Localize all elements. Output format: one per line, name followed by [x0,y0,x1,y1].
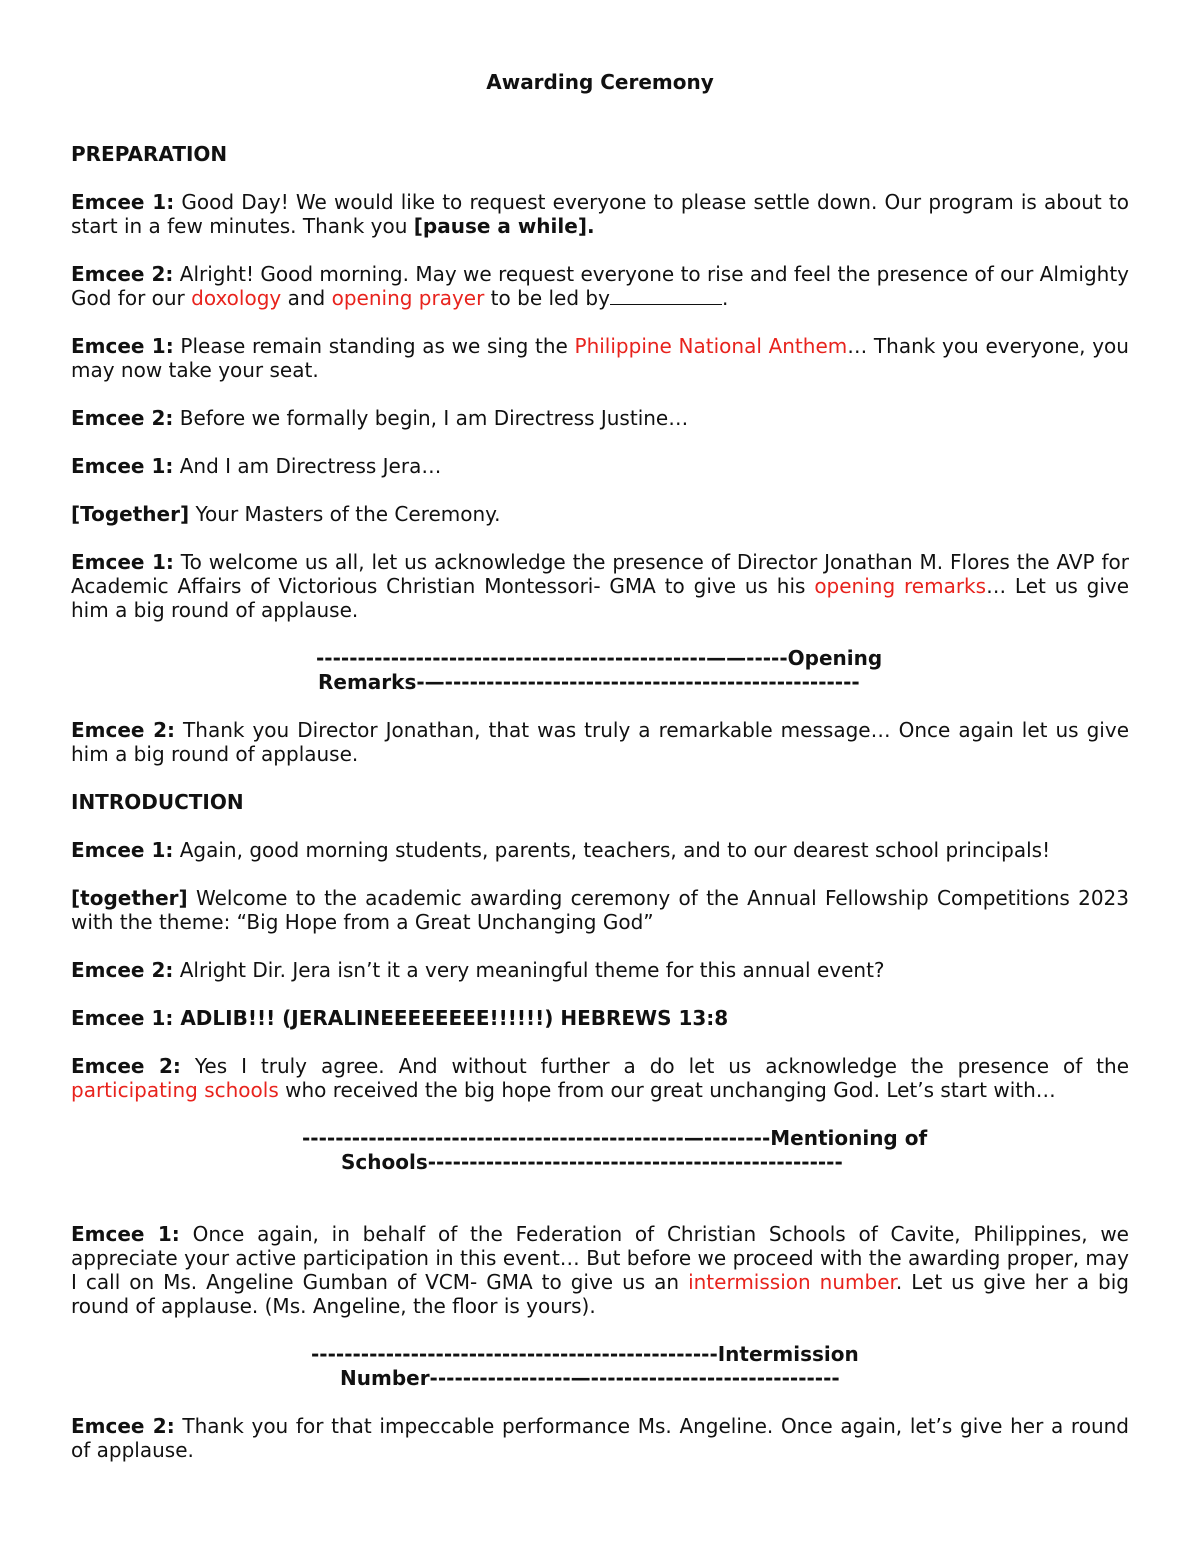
paragraph-text: Welcome to the academic awarding ceremony of the Annual Fellowship Competitions 2023 with the theme: “Big Hope from a Great Unchanging God” [71,886,1129,934]
divider-line: ----------------------------------------------—--------Mentioning of [302,1126,928,1150]
highlight-opening-prayer: opening prayer [331,286,485,310]
paragraph-text: And I am Directress Jera… [173,454,442,478]
paragraph-emcee2-doxology [71,262,1129,310]
divider-mentioning-of-schools [71,1126,1129,1174]
paragraph-emcee1-goodmorning [71,838,1129,862]
paragraph-text: Your Masters of the Ceremony. [189,502,501,526]
paragraph-emcee2-thanks [71,718,1129,766]
paragraph-text: Again, good morning students, parents, teachers, and to our dearest school principals! [173,838,1051,862]
speaker-label: Emcee 1: [71,550,174,574]
document-title: Awarding Ceremony [486,70,714,94]
paragraph-text: Before we formally begin, I am Directress Justine… [173,406,689,430]
paragraph-text: Alright! Good morning. May we request everyone to rise and feel the presence of our Almighty God for our [71,262,1129,310]
divider-line: -----------------------------------------------——-----Opening [316,646,883,670]
section-heading-introduction: INTRODUCTION [71,790,244,814]
speaker-label: Emcee 1: [71,838,174,862]
paragraph-emcee1-intro [71,454,1129,478]
speaker-label: Emcee 1: [71,1222,180,1246]
paragraph-text: … Thank you everyone, you may now take your seat. [71,334,1129,382]
paragraph-emcee1-greeting [71,190,1129,238]
speaker-label: Emcee 2: [71,262,174,286]
paragraph-text: Thank you Director Jonathan, that was truly a remarkable message… Once again let us give him a big round of applause. [71,718,1129,766]
paragraph-emcee1-adlib: Emcee 1: ADLIB!!! (JERALINEEEEEEEE!!!!!!) HEBREWS 13:8 [71,1006,729,1030]
highlight-intermission-number: intermission number [688,1270,896,1294]
fill-in-blank [610,286,722,305]
paragraph-emcee2-theme [71,958,1129,982]
divider-line: -------------------------------------------------Intermission [311,1342,859,1366]
paragraph-text: to be led by [484,286,610,310]
paragraph-emcee2-applause [71,1414,1129,1462]
paragraph-text: … Let us give him a big round of applause. [71,574,1130,622]
paragraph-emcee1-anthem [71,334,1129,382]
speaker-label: Emcee 2: [71,1054,181,1078]
speaker-label: Emcee 2: [71,406,174,430]
stage-direction: [pause a while]. [413,214,595,238]
speaker-label: Emcee 1: [71,454,174,478]
paragraph-text: . Let us give her a big round of applause. (Ms. Angeline, the floor is yours). [71,1270,1129,1318]
paragraph-text: Please remain standing as we sing the [173,334,575,358]
paragraph-emcee1-welcome [71,550,1129,622]
paragraph-text: Yes I truly agree. And without further a do let us acknowledge the presence of the [180,1054,1129,1078]
divider-line: Schools-------------------------------------------------- [341,1150,843,1174]
paragraph-text: Thank you for that impeccable performance Ms. Angeline. Once again, let’s give her a round of applause. [71,1414,1129,1462]
highlight-opening-remarks: opening remarks [814,574,987,598]
paragraph-text: . [721,286,729,310]
divider-intermission-number [71,1342,1129,1390]
paragraph-text: and [281,286,332,310]
divider-opening-remarks [71,646,1129,694]
speaker-label: Emcee 1: [71,334,174,358]
section-heading-preparation: PREPARATION [71,142,228,166]
speaker-label: [together] [71,886,188,910]
paragraph-emcee1-intermission [71,1222,1129,1318]
paragraph-emcee2-intro [71,406,1129,430]
paragraph-emcee2-schools [71,1054,1129,1102]
highlight-national-anthem: Philippine National Anthem [574,334,848,358]
speaker-label: Emcee 2: [71,718,176,742]
paragraph-text: Once again, in behalf of the Federation of Christian Schools of Cavite, Philippines, we appreciate your active participation in this event… But before we proceed with the awarding proper, may I call on Ms. Angeline Gumban of VCM- GMA to give us an [71,1222,1129,1294]
divider-line: Number-----------------—------------------------------ [340,1366,840,1390]
speaker-label: Emcee 2: [71,958,174,982]
paragraph-text: To welcome us all, let us acknowledge the presence of Director Jonathan M. Flores the AVP for Academic Affairs of Victorious Christian Montessori- GMA to give us his [71,550,1129,598]
paragraph-together-theme [71,886,1129,934]
speaker-label: Emcee 1: [71,190,175,214]
paragraph-text: Alright Dir. Jera isn’t it a very meaningful theme for this annual event? [173,958,885,982]
highlight-doxology: doxology [191,286,282,310]
paragraph-together-masters [71,502,1129,526]
speaker-label: [Together] [71,502,190,526]
speaker-label: Emcee 2: [71,1414,175,1438]
paragraph-text: Good Day! We would like to request everyone to please settle down. Our program is about to start in a few minutes. Thank you [71,190,1129,238]
highlight-participating-schools: participating schools [71,1078,279,1102]
divider-line: Remarks-—-------------------------------------------------- [318,670,860,694]
paragraph-text: who received the big hope from our great unchanging God. Let’s start with… [278,1078,1056,1102]
